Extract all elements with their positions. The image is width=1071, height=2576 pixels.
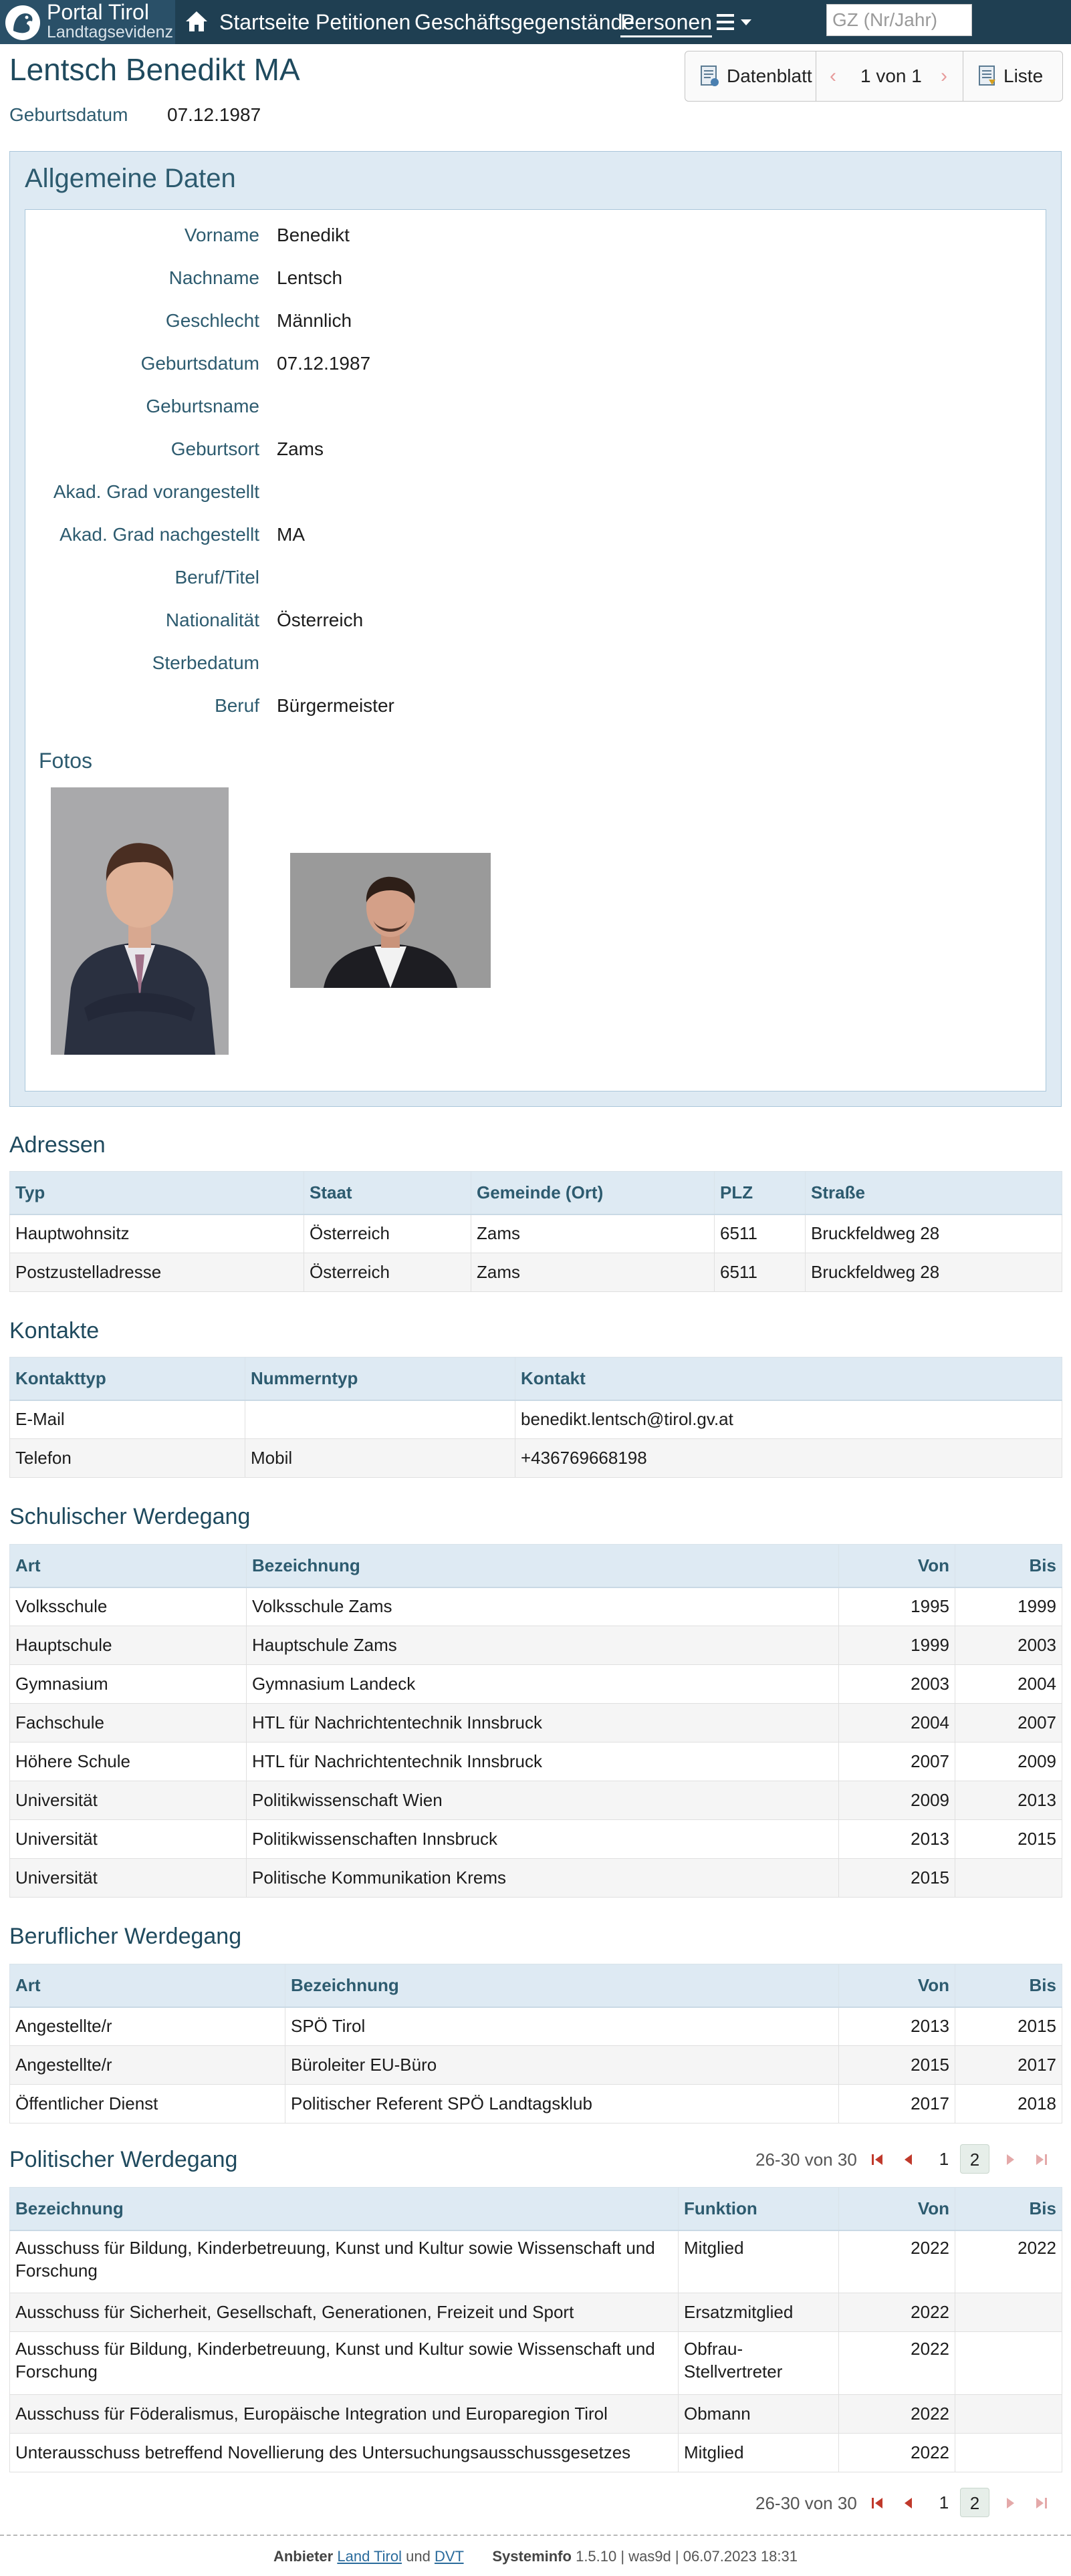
column-header[interactable]: Bis [955,1964,1062,2007]
table-cell: Universität [10,1781,247,1820]
birthdate-label: Geburtsdatum [9,104,128,125]
allgemeine-daten-fields [25,209,1046,1091]
adressen-table [9,1171,1062,1292]
nav-startseite[interactable]: Startseite [219,10,310,34]
table-row [10,2085,1062,2123]
table-cell: Ausschuss für Bildung, Kinderbetreuung, Kunst und Kultur sowie Wissenschaft und Forschung [10,2230,679,2293]
table-row [10,2293,1062,2332]
table-cell: 2013 [839,2007,955,2046]
table-cell: Universität [10,1820,247,1859]
portal-logo[interactable] [0,0,175,44]
table-cell: Universität [10,1859,247,1898]
datenblatt-button[interactable] [685,51,816,101]
next-page-icon[interactable] [1000,2493,1020,2513]
table-row [10,1587,1062,1626]
field-label: Beruf/Titel [174,567,259,588]
table-cell: Politische Kommunikation Krems [247,1859,839,1898]
table-row [10,1781,1062,1820]
footer-und: und [406,2548,431,2565]
list-icon [977,65,998,88]
field-row [25,386,1047,426]
footer-systeminfo-value: 1.5.10 | was9d | 06.07.2023 18:31 [576,2548,798,2565]
politik-table [9,2187,1062,2472]
field-label: Geburtsdatum [140,353,259,374]
field-value: Lentsch [277,267,343,288]
politik-pagination-bottom [755,2486,1062,2520]
portrait-photo-2[interactable] [290,853,491,988]
table-cell: 2017 [839,2085,955,2123]
table-cell: Politikwissenschaften Innsbruck [247,1820,839,1859]
field-row [25,429,1047,469]
field-label: Akad. Grad vorangestellt [53,481,259,502]
table-cell: Mitglied [679,2230,839,2293]
table-header-row [10,2188,1062,2230]
field-label: Geburtsname [146,396,259,416]
allgemeine-daten-title: Allgemeine Daten [25,164,236,193]
field-row [25,600,1047,640]
table-cell: Ausschuss für Sicherheit, Gesellschaft, Generationen, Freizeit und Sport [10,2293,679,2332]
pagination-info: 26-30 von 30 [755,2493,857,2513]
table-cell: 2022 [839,2230,955,2293]
table-cell: 6511 [715,1214,806,1253]
column-header[interactable]: Staat [304,1172,471,1214]
table-row [10,1626,1062,1665]
column-header[interactable]: Von [839,2188,955,2230]
table-cell: 2022 [839,2434,955,2472]
record-toolbar [685,51,1063,102]
table-cell: Angestellte/r [10,2007,285,2046]
birthdate-value: 07.12.1987 [167,104,261,125]
kontakte-table [9,1357,1062,1478]
table-row [10,2395,1062,2434]
next-page-icon[interactable] [1000,2150,1020,2170]
table-cell: +436769668198 [515,1439,1062,1478]
table-cell: 2013 [955,1781,1062,1820]
table-cell: Unterausschuss betreffend Novellierung des Untersuchungsausschussgesetzes [10,2434,679,2472]
column-header[interactable]: PLZ [715,1172,806,1214]
column-header[interactable]: Straße [806,1172,1062,1214]
field-label: Geburtsort [170,438,259,459]
table-cell: Obmann [679,2395,839,2434]
table-cell: Volksschule [10,1587,247,1626]
table-cell: 6511 [715,1253,806,1292]
field-value: 07.12.1987 [277,353,371,374]
table-cell: Bruckfeldweg 28 [806,1214,1062,1253]
table-cell: Politischer Referent SPÖ Landtagsklub [285,2085,839,2123]
prev-page-icon[interactable] [899,2493,919,2513]
table-row [10,1820,1062,1859]
table-cell: Gymnasium [10,1665,247,1704]
liste-label: Liste [1003,66,1044,86]
chevron-left-icon[interactable]: ‹ [830,65,836,87]
table-row [10,1743,1062,1781]
field-row [25,557,1047,598]
column-header[interactable]: Art [10,1545,247,1587]
table-cell: Hauptwohnsitz [10,1214,304,1253]
table-cell: Angestellte/r [10,2046,285,2085]
tirol-eagle-icon [4,4,41,41]
record-pager-text: 1 von 1 [860,66,922,86]
column-header[interactable]: Bis [955,1545,1062,1587]
table-cell: 2017 [955,2046,1062,2085]
table-cell [955,2332,1062,2395]
logo-subtitle: Landtagsevidenz [47,23,174,41]
field-value: Männlich [277,310,352,331]
page-2-button[interactable]: 2 [960,2144,989,2174]
table-row [10,2434,1062,2472]
table-cell: 2003 [955,1626,1062,1665]
table-cell: 2007 [955,1704,1062,1743]
portrait-photo-1-image [51,787,229,1055]
table-cell: Österreich [304,1214,471,1253]
table-row [10,1253,1062,1292]
table-cell: HTL für Nachrichtentechnik Innsbruck [247,1704,839,1743]
fotos-title: Fotos [39,749,93,773]
table-cell: Mitglied [679,2434,839,2472]
table-cell: Hauptschule [10,1626,247,1665]
field-label: Akad. Grad nachgestellt [60,524,259,545]
table-cell: Ersatzmitglied [679,2293,839,2332]
table-cell: HTL für Nachrichtentechnik Innsbruck [247,1743,839,1781]
logo-title: Portal Tirol [47,0,149,24]
field-label: Vorname [184,225,259,245]
table-cell: Ausschuss für Föderalismus, Europäische Integration und Europaregion Tirol [10,2395,679,2434]
table-header-row [10,1358,1062,1400]
page-2-button[interactable]: 2 [960,2488,989,2517]
kontakte-title: Kontakte [9,1318,100,1343]
table-cell: Österreich [304,1253,471,1292]
table-cell [245,1400,515,1439]
top-navigation [0,0,1071,44]
field-row [25,686,1047,726]
table-cell: Fachschule [10,1704,247,1743]
gz-search-input[interactable] [826,4,972,36]
table-row [10,1859,1062,1898]
table-cell: Öffentlicher Dienst [10,2085,285,2123]
table-row [10,1704,1062,1743]
field-value: Bürgermeister [277,695,394,716]
table-cell: Telefon [10,1439,245,1478]
field-row [25,515,1047,555]
column-header[interactable]: Bezeichnung [285,1964,839,2007]
field-label: Beruf [215,695,259,716]
beruf-title: Beruflicher Werdegang [9,1924,242,1949]
page-title: Lentsch Benedikt MA [9,52,300,87]
table-cell: 1999 [839,1626,955,1665]
column-header[interactable]: Art [10,1964,285,2007]
schule-title: Schulischer Werdegang [9,1504,251,1529]
field-row [25,643,1047,683]
column-header[interactable]: Typ [10,1172,304,1214]
table-row [10,1214,1062,1253]
table-row [10,2332,1062,2395]
field-label: Sterbedatum [152,652,259,673]
liste-button[interactable] [963,51,1062,101]
schule-table [9,1544,1062,1898]
column-header[interactable]: Von [839,1545,955,1587]
table-cell: Büroleiter EU-Büro [285,2046,839,2085]
column-header[interactable]: Funktion [679,2188,839,2230]
table-cell: 2015 [839,2046,955,2085]
footer-link-land-tirol[interactable]: Land Tirol [337,2548,402,2565]
table-cell: Ausschuss für Bildung, Kinderbetreuung, Kunst und Kultur sowie Wissenschaft und Forschung [10,2332,679,2395]
chevron-right-icon[interactable]: › [941,65,947,87]
field-value: Zams [277,438,324,459]
table-cell: benedikt.lentsch@tirol.gv.at [515,1400,1062,1439]
table-cell: Politikwissenschaft Wien [247,1781,839,1820]
table-cell: Obfrau-Stellvertreter [679,2332,839,2395]
table-cell: 2022 [839,2332,955,2395]
table-cell: 2013 [839,1820,955,1859]
page-1-button[interactable]: 1 [939,2149,949,2169]
nav-petitionen[interactable]: Petitionen [316,10,411,34]
table-cell: 2015 [839,1859,955,1898]
table-cell: 2022 [839,2395,955,2434]
table-cell: 2022 [839,2293,955,2332]
table-cell [955,2395,1062,2434]
table-cell: 2015 [955,2007,1062,2046]
table-cell: Hauptschule Zams [247,1626,839,1665]
table-cell: 2007 [839,1743,955,1781]
last-page-icon[interactable] [1031,2150,1051,2170]
table-cell: 2009 [839,1781,955,1820]
politik-title: Politischer Werdegang [9,2147,238,2172]
column-header[interactable]: Kontakt [515,1358,1062,1400]
document-icon [699,65,720,88]
menu-icon[interactable] [715,12,757,32]
column-header[interactable]: Bis [955,2188,1062,2230]
table-cell: 1999 [955,1587,1062,1626]
table-cell: Mobil [245,1439,515,1478]
table-row [10,1665,1062,1704]
table-cell: 2022 [955,2230,1062,2293]
allgemeine-daten-panel [9,151,1062,1107]
field-row [25,215,1047,255]
portrait-photo-2-image [290,853,491,988]
field-row [25,472,1047,512]
table-row [10,2230,1062,2293]
column-header[interactable]: Kontakttyp [10,1358,245,1400]
table-row [10,2007,1062,2046]
field-value: Benedikt [277,225,350,245]
column-header[interactable]: Bezeichnung [247,1545,839,1587]
field-row [25,301,1047,341]
datenblatt-label: Datenblatt [727,66,812,86]
field-label: Nachname [168,267,259,288]
adressen-title: Adressen [9,1132,106,1158]
column-header[interactable]: Von [839,1964,955,2007]
table-cell [955,1859,1062,1898]
table-cell: 2004 [839,1704,955,1743]
table-header-row [10,1545,1062,1587]
field-row [25,258,1047,298]
field-row [25,344,1047,384]
record-pager [816,51,963,101]
table-cell: E-Mail [10,1400,245,1439]
first-page-icon[interactable] [868,2493,888,2513]
last-page-icon[interactable] [1031,2493,1051,2513]
table-cell: Zams [471,1253,715,1292]
table-header-row [10,1172,1062,1214]
column-header[interactable]: Bezeichnung [10,2188,679,2230]
column-header[interactable]: Nummerntyp [245,1358,515,1400]
table-row [10,2046,1062,2085]
footer [0,2548,1071,2565]
table-cell: 2009 [955,1743,1062,1781]
home-icon[interactable] [183,8,210,35]
field-label: Nationalität [165,610,259,630]
footer-anbieter-label: Anbieter [273,2548,334,2565]
beruf-table [9,1964,1062,2123]
nav-personen[interactable]: Personen [620,9,712,37]
table-cell: Gymnasium Landeck [247,1665,839,1704]
politik-pagination-top [755,2143,1062,2176]
nav-geschaeftsgegenstaende[interactable]: Geschäftsgegenstände [414,10,635,34]
pagination-info: 26-30 von 30 [755,2150,857,2170]
table-row [10,1400,1062,1439]
table-cell: Bruckfeldweg 28 [806,1253,1062,1292]
table-cell: SPÖ Tirol [285,2007,839,2046]
footer-divider [0,2535,1071,2536]
page-1-button[interactable]: 1 [939,2492,949,2513]
table-cell: 1995 [839,1587,955,1626]
table-row [10,1439,1062,1478]
table-cell [955,2434,1062,2472]
portrait-photo-1[interactable] [51,787,229,1055]
table-cell: Volksschule Zams [247,1587,839,1626]
field-value: MA [277,524,305,545]
field-value: Österreich [277,610,364,630]
prev-page-icon[interactable] [899,2150,919,2170]
table-cell: Zams [471,1214,715,1253]
table-cell [955,2293,1062,2332]
field-label: Geschlecht [165,310,259,331]
table-cell: 2018 [955,2085,1062,2123]
table-cell: 2003 [839,1665,955,1704]
table-cell: 2015 [955,1820,1062,1859]
footer-link-dvt[interactable]: DVT [434,2548,464,2565]
table-cell: 2004 [955,1665,1062,1704]
first-page-icon[interactable] [868,2150,888,2170]
footer-systeminfo-label: Systeminfo [492,2548,572,2565]
table-cell: Postzustelladresse [10,1253,304,1292]
table-cell: Höhere Schule [10,1743,247,1781]
table-header-row [10,1964,1062,2007]
column-header[interactable]: Gemeinde (Ort) [471,1172,715,1214]
